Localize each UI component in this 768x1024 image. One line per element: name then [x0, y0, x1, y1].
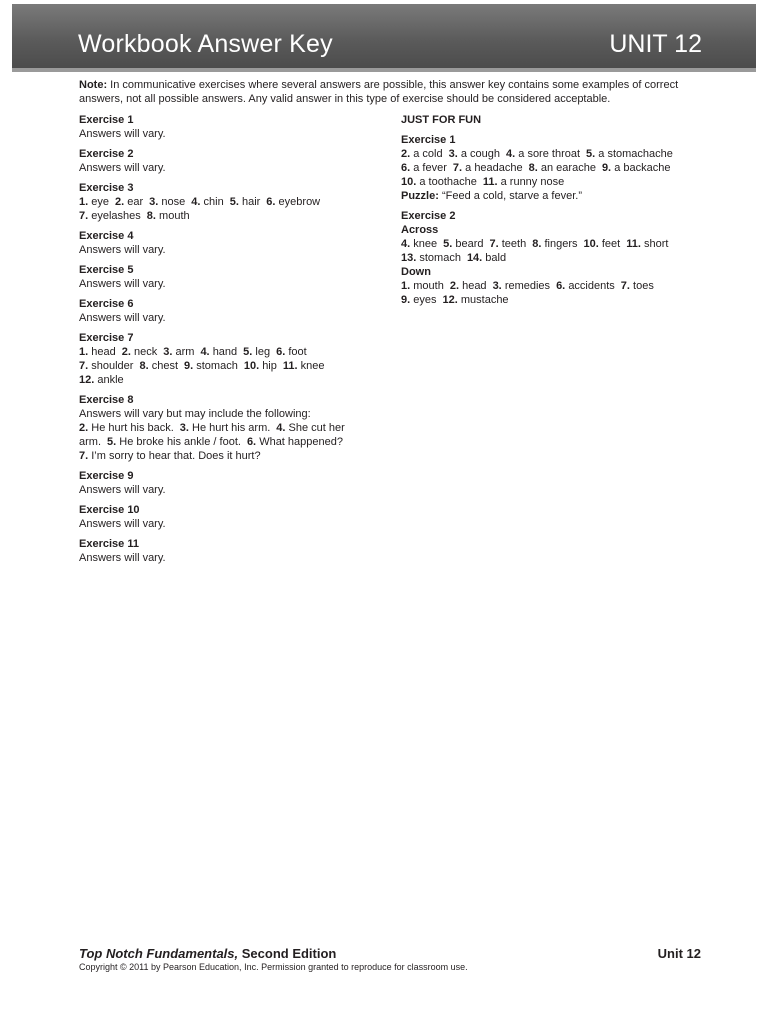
- item-text: beard: [455, 238, 484, 250]
- item-number: 1.: [401, 280, 411, 292]
- answer-item: [79, 484, 166, 496]
- answer-item: [79, 436, 101, 448]
- answer-item: [449, 148, 500, 160]
- note-label: Note:: [79, 79, 108, 91]
- answer-item: [556, 280, 615, 292]
- item-text: hair: [241, 196, 261, 208]
- exercise-title: Exercise 1: [401, 134, 456, 146]
- item-text: a cough: [460, 148, 501, 160]
- item-text: knee: [300, 360, 325, 372]
- item-text: mustache: [460, 294, 509, 306]
- answer-item: [79, 374, 124, 386]
- item-text: eye: [91, 196, 109, 208]
- item-number: 7.: [452, 162, 463, 174]
- exercise-title: Exercise 3: [79, 182, 134, 194]
- exercise-title: Exercise 4: [79, 230, 134, 242]
- item-text: mouth: [413, 280, 444, 292]
- item-text: head: [91, 346, 116, 358]
- answer-line: [401, 251, 721, 265]
- answer-item: [584, 238, 621, 250]
- answer-item: [79, 422, 174, 434]
- footer-book-title: [79, 946, 701, 961]
- item-number: 2.: [115, 196, 125, 208]
- item-number: 4.: [401, 238, 411, 250]
- answer-item: [79, 196, 109, 208]
- item-number: 6.: [556, 280, 566, 292]
- item-text: a headache: [465, 162, 523, 174]
- answer-item: [79, 450, 261, 462]
- item-number: 7.: [620, 280, 630, 292]
- item-text: short: [643, 238, 669, 250]
- answer-item: [200, 346, 237, 358]
- item-number: 9.: [184, 360, 194, 372]
- item-number: 8.: [528, 162, 538, 174]
- item-number: 6.: [246, 436, 257, 448]
- section-heading: JUST FOR FUN: [401, 114, 482, 126]
- answer-item: [443, 238, 483, 250]
- item-text: eyelashes: [91, 210, 141, 222]
- answer-item: [191, 196, 223, 208]
- item-text: bald: [485, 252, 507, 264]
- answer-line: [79, 243, 379, 257]
- answer-item: [276, 346, 307, 358]
- item-text: arm.: [79, 436, 101, 448]
- answer-item: [163, 346, 194, 358]
- answer-item: [401, 176, 477, 188]
- item-number: 7.: [79, 210, 89, 222]
- answer-item: [79, 162, 166, 174]
- item-number: 11.: [626, 238, 641, 250]
- item-text: chin: [203, 196, 224, 208]
- item-number: 12.: [79, 374, 95, 386]
- exercise-title: Exercise 1: [79, 114, 134, 126]
- item-text: “Feed a cold, starve a fever.”: [441, 190, 582, 202]
- item-text: ankle: [97, 374, 124, 386]
- item-text: shoulder: [91, 360, 134, 372]
- item-text: a cold: [413, 148, 443, 160]
- exercise-title: Exercise 2: [401, 210, 456, 222]
- item-text: a runny nose: [500, 176, 565, 188]
- item-text: Answers will vary but may include the following:: [79, 408, 311, 420]
- answer-item: [506, 148, 580, 160]
- answer-line: [79, 127, 379, 141]
- item-text: Answers will vary.: [79, 312, 166, 324]
- answer-item: [115, 196, 143, 208]
- copyright-notice: Copyright © 2011 by Pearson Education, Inc. Permission granted to reproduce for classroom use.: [79, 962, 468, 972]
- answer-line: [79, 345, 379, 359]
- item-text: Answers will vary.: [79, 518, 166, 530]
- item-text: teeth: [501, 238, 527, 250]
- answer-item: [107, 436, 241, 448]
- subsection-title: Across: [401, 224, 439, 236]
- answer-line: [79, 449, 379, 463]
- item-text: What happened?: [259, 436, 343, 448]
- answer-item: [401, 238, 437, 250]
- item-number: 2.: [121, 346, 131, 358]
- item-text: a stomachache: [598, 148, 673, 160]
- item-number: 9.: [401, 294, 411, 306]
- item-text: remedies: [504, 280, 551, 292]
- answer-item: [626, 238, 668, 250]
- answer-line: [79, 551, 379, 565]
- answer-line: [79, 517, 379, 531]
- answer-item: [149, 196, 185, 208]
- item-text: knee: [413, 238, 438, 250]
- item-number: 4.: [506, 148, 516, 160]
- item-text: He hurt his back.: [91, 422, 174, 434]
- answer-item: [230, 196, 261, 208]
- exercise-title: Exercise 11: [79, 538, 139, 550]
- answer-item: [401, 162, 447, 174]
- exercise-title: Exercise 7: [79, 332, 134, 344]
- answer-item: [443, 294, 509, 306]
- answer-line: [401, 237, 721, 251]
- item-number: 7.: [489, 238, 499, 250]
- exercise-title: Exercise 9: [79, 470, 134, 482]
- answer-item: [180, 422, 271, 434]
- answer-item: [493, 280, 551, 292]
- note-text: In communicative exercises where several answers are possible, this answer key contains some examples of correct answers, not all possible answers. Any valid answer in this type of exercise should be considered acceptable.: [79, 79, 679, 105]
- answer-item: [401, 190, 582, 202]
- item-text: chest: [151, 360, 178, 372]
- item-number: 5.: [243, 346, 253, 358]
- answer-item: [79, 210, 141, 222]
- item-number: 12.: [442, 294, 458, 306]
- answer-item: [602, 162, 671, 174]
- answer-item: [243, 346, 270, 358]
- answer-item: [453, 162, 523, 174]
- item-number: 1.: [79, 196, 89, 208]
- answer-line: [401, 279, 721, 293]
- left-column: [79, 113, 379, 565]
- answer-line: [79, 435, 379, 449]
- item-number: 10.: [243, 360, 260, 372]
- item-number: Puzzle:: [401, 190, 439, 202]
- item-text: Answers will vary.: [79, 162, 166, 174]
- item-text: hip: [262, 360, 277, 372]
- answer-line: [79, 359, 379, 373]
- answer-line: [79, 311, 379, 325]
- answer-line: [79, 373, 379, 387]
- answer-item: [467, 252, 506, 264]
- answer-item: [621, 280, 654, 292]
- item-text: He broke his ankle / foot.: [119, 436, 241, 448]
- answer-item: [247, 436, 343, 448]
- answer-item: [529, 162, 596, 174]
- answer-line: [79, 421, 379, 435]
- item-text: stomach: [196, 360, 238, 372]
- item-number: 8.: [139, 360, 149, 372]
- item-text: an earache: [540, 162, 596, 174]
- item-text: Answers will vary.: [79, 128, 166, 140]
- answer-item: [79, 346, 116, 358]
- answer-item: [79, 278, 166, 290]
- answer-line: [79, 407, 379, 421]
- answer-line: [79, 277, 379, 291]
- item-number: 3.: [492, 280, 502, 292]
- item-number: 14.: [466, 252, 483, 264]
- footer: [79, 946, 701, 972]
- item-number: 11.: [482, 176, 498, 188]
- answer-line: [401, 161, 721, 175]
- item-text: nose: [161, 196, 186, 208]
- item-text: a sore throat: [518, 148, 581, 160]
- item-number: 6.: [266, 196, 276, 208]
- answer-item: [139, 360, 178, 372]
- item-text: mouth: [159, 210, 190, 222]
- item-text: eyes: [413, 294, 437, 306]
- footer-unit: Unit 12: [657, 946, 701, 961]
- item-number: 4.: [191, 196, 201, 208]
- item-number: 1.: [79, 346, 89, 358]
- item-number: 2.: [449, 280, 460, 292]
- exercise-title: Exercise 8: [79, 394, 134, 406]
- answer-item: [122, 346, 158, 358]
- item-text: eyebrow: [278, 196, 321, 208]
- item-number: 9.: [601, 162, 612, 174]
- answer-item: [490, 238, 527, 250]
- item-number: 13.: [401, 252, 417, 264]
- item-text: a backache: [614, 162, 671, 174]
- item-text: fingers: [544, 238, 578, 250]
- answer-item: [184, 360, 238, 372]
- item-text: a toothache: [419, 176, 477, 188]
- item-text: leg: [255, 346, 271, 358]
- answer-item: [283, 360, 325, 372]
- answer-item: [244, 360, 277, 372]
- answer-item: [401, 280, 444, 292]
- answer-item: [532, 238, 577, 250]
- item-text: stomach: [419, 252, 461, 264]
- item-number: 5.: [443, 238, 453, 250]
- item-text: toes: [633, 280, 654, 292]
- item-text: hand: [212, 346, 238, 358]
- item-text: ear: [127, 196, 144, 208]
- item-text: She cut her: [288, 422, 345, 434]
- item-text: foot: [288, 346, 307, 358]
- subsection-title: Down: [401, 266, 431, 278]
- answer-line: [401, 189, 721, 203]
- item-number: 5.: [107, 436, 117, 448]
- item-number: 2.: [79, 422, 89, 434]
- answer-item: [276, 422, 345, 434]
- answer-line: [401, 293, 721, 307]
- answer-item: [79, 128, 166, 140]
- item-number: 4.: [200, 346, 210, 358]
- answer-item: [483, 176, 564, 188]
- item-text: I’m sorry to hear that. Does it hurt?: [91, 450, 261, 462]
- answer-item: [79, 518, 166, 530]
- item-number: 10.: [583, 238, 599, 250]
- item-text: neck: [133, 346, 158, 358]
- item-text: Answers will vary.: [79, 278, 166, 290]
- answer-item: [79, 360, 133, 372]
- exercise-title: Exercise 6: [79, 298, 134, 310]
- item-number: 3.: [163, 346, 173, 358]
- item-number: 8.: [146, 210, 156, 222]
- answer-item: [79, 552, 166, 564]
- item-number: 10.: [401, 176, 417, 188]
- item-text: He hurt his arm.: [192, 422, 271, 434]
- item-number: 3.: [179, 422, 189, 434]
- answer-item: [79, 312, 166, 324]
- item-number: 6.: [401, 162, 411, 174]
- item-number: 7.: [79, 360, 89, 372]
- item-text: arm: [175, 346, 195, 358]
- answer-item: [401, 148, 443, 160]
- item-number: 5.: [229, 196, 239, 208]
- answer-line: [79, 483, 379, 497]
- answer-item: [147, 210, 190, 222]
- answer-item: [266, 196, 320, 208]
- answer-item: [79, 244, 166, 256]
- item-number: 3.: [448, 148, 458, 160]
- answer-item: [450, 280, 487, 292]
- item-number: 5.: [586, 148, 596, 160]
- answer-line: [79, 161, 379, 175]
- item-text: Answers will vary.: [79, 484, 166, 496]
- item-number: 8.: [532, 238, 542, 250]
- item-text: Answers will vary.: [79, 244, 166, 256]
- item-number: 11.: [282, 360, 298, 372]
- item-number: 2.: [401, 148, 411, 160]
- answer-line: [79, 209, 379, 223]
- exercise-title: Exercise 10: [79, 504, 140, 516]
- right-column: [401, 113, 721, 307]
- item-text: a fever: [413, 162, 447, 174]
- exercise-title: Exercise 2: [79, 148, 134, 160]
- book-edition: Second Edition: [238, 946, 337, 961]
- answer-item: [586, 148, 673, 160]
- book-title: Top Notch Fundamentals,: [79, 946, 239, 961]
- item-number: 7.: [79, 450, 89, 462]
- answer-line: [401, 175, 721, 189]
- answer-line: [79, 195, 379, 209]
- item-number: 4.: [276, 422, 286, 434]
- unit-label: UNIT 12: [609, 30, 702, 58]
- page-title: Workbook Answer Key: [78, 30, 333, 58]
- answer-item: [79, 408, 311, 420]
- item-number: 6.: [276, 346, 286, 358]
- answer-item: [401, 252, 461, 264]
- exercise-title: Exercise 5: [79, 264, 134, 276]
- answer-item: [401, 294, 437, 306]
- item-text: Answers will vary.: [79, 552, 166, 564]
- item-text: head: [462, 280, 487, 292]
- answer-line: [401, 147, 721, 161]
- item-text: feet: [601, 238, 621, 250]
- item-text: accidents: [568, 280, 615, 292]
- note-paragraph: [79, 78, 699, 106]
- item-number: 3.: [149, 196, 159, 208]
